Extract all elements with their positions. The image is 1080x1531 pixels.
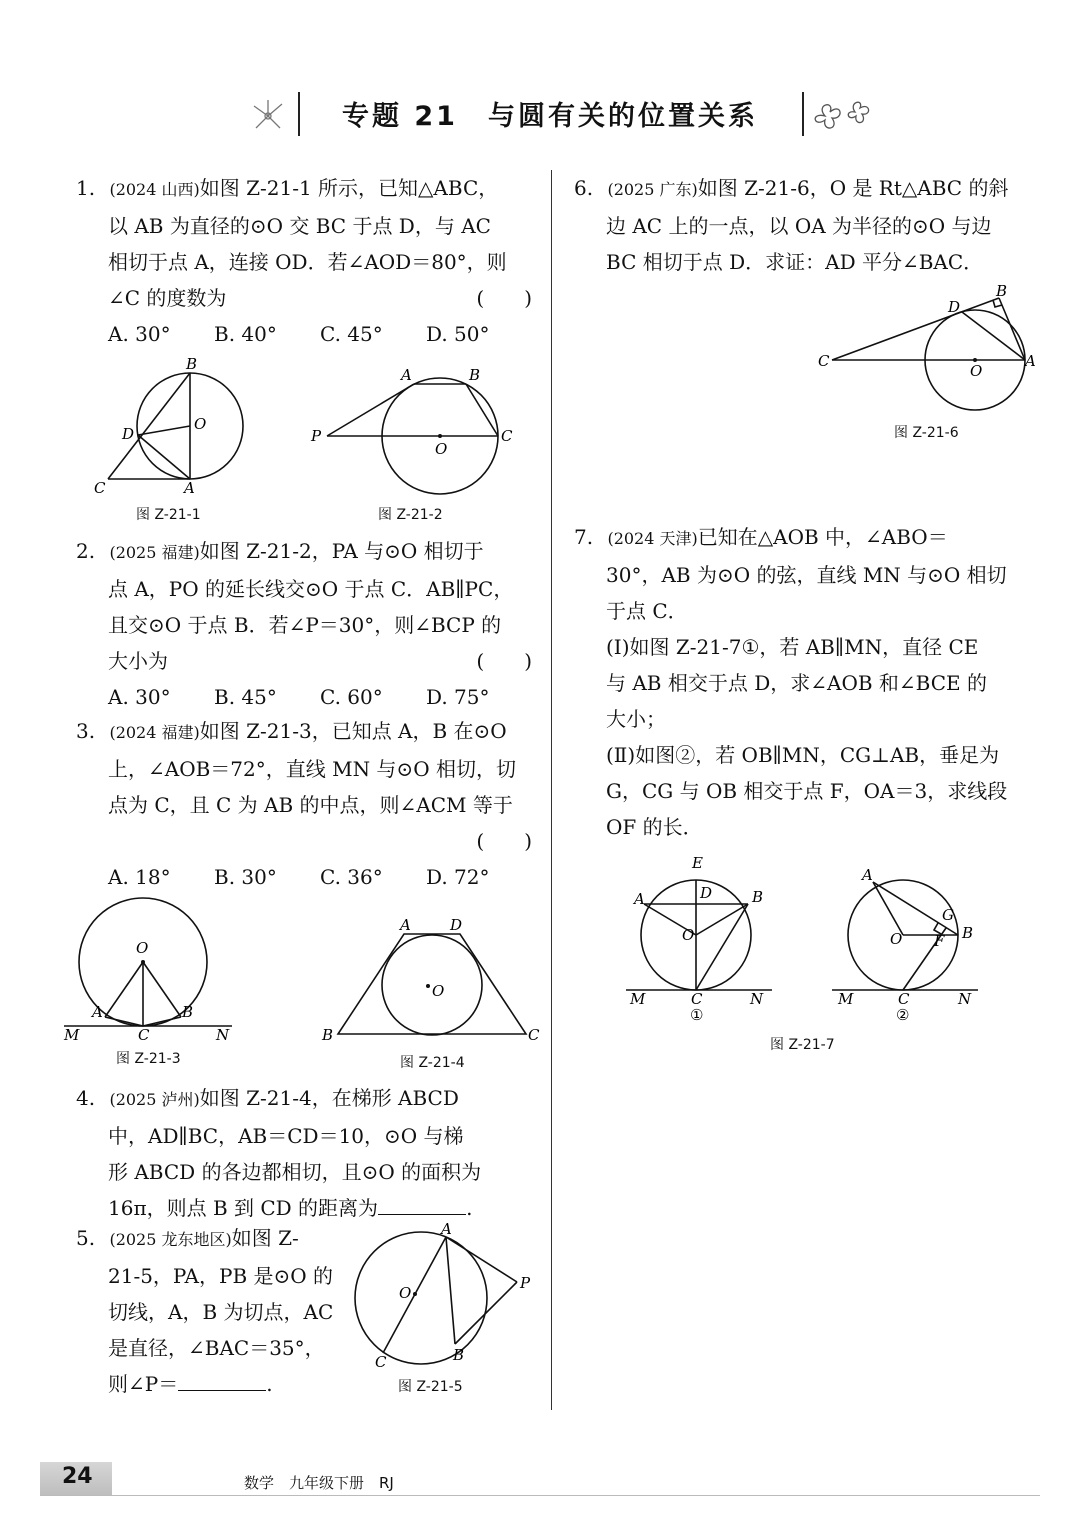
figure-label: C — [528, 1026, 540, 1044]
figure-label: A — [92, 1003, 103, 1021]
figure-label: B — [996, 282, 1008, 300]
option-a: A. 30° — [108, 322, 171, 346]
figure-z-21-5 — [345, 1222, 540, 1372]
option-a: A. 30° — [108, 685, 171, 709]
figure-label: C — [818, 352, 830, 370]
option-b: B. 30° — [214, 865, 277, 889]
question-line: 则∠P＝ — [108, 1372, 179, 1396]
question-line: (Ⅰ)如图 Z-21-7①，若 AB∥MN，直径 CE — [606, 635, 979, 659]
question-line: 上，∠AOB＝72°，直线 MN 与⊙O 相切，切 — [108, 757, 516, 781]
question-line: 如图 Z-21-1 所示，已知△ABC， — [199, 176, 499, 200]
figure-label: M — [838, 990, 854, 1008]
figure-label: P — [311, 427, 322, 445]
question-line: BC 相切于点 D．求证：AD 平分∠BAC． — [606, 250, 984, 274]
figure-label: A — [184, 479, 195, 497]
question-source: (2024 山西) — [109, 180, 200, 199]
figure-label: N — [216, 1026, 230, 1044]
option-a: A. 18° — [108, 865, 171, 889]
figure-caption: 图 Z-21-3 — [116, 1051, 181, 1067]
figure-label: O — [432, 982, 445, 1000]
question-line: (Ⅱ)如图②，若 OB∥MN，CG⊥AB，垂足为 — [606, 743, 1000, 767]
question-line: 与 AB 相交于点 D，求∠AOB 和∠BCE 的 — [606, 671, 987, 695]
figure-label: E — [692, 854, 703, 872]
question-line: 中，AD∥BC，AB＝CD＝10，⊙O 与梯 — [108, 1124, 464, 1148]
question-line: 形 ABCD 的各边都相切，且⊙O 的面积为 — [108, 1160, 482, 1184]
question-line: 点为 C，且 C 为 AB 的中点，则∠ACM 等于 — [108, 793, 513, 817]
figure-z-21-7-1 — [622, 852, 792, 1024]
answer-blank[interactable] — [378, 1192, 466, 1215]
column-divider — [551, 170, 552, 1410]
figure-label: A — [1025, 352, 1036, 370]
answer-blank[interactable] — [178, 1368, 266, 1391]
page-title: 专题 21 与圆有关的位置关系 — [342, 101, 758, 132]
figure-label: B — [752, 888, 764, 906]
question-line: 大小为 — [108, 649, 168, 673]
figure-label: C — [898, 990, 910, 1008]
figure-label: C — [501, 427, 513, 445]
header-right-bar — [802, 92, 804, 136]
question-line: 于点 C． — [606, 599, 688, 623]
question-number: 1. — [76, 176, 96, 200]
figure-label: A — [862, 866, 873, 884]
question-line: ∠C 的度数为 — [108, 286, 227, 310]
figure-z-21-2 — [305, 362, 525, 502]
question-6 — [574, 170, 1034, 280]
question-source: (2024 天津) — [607, 529, 698, 548]
question-line: 如图 Z-21-6，O 是 Rt△ABC 的斜 — [697, 176, 1009, 200]
figure-label: C — [691, 990, 703, 1008]
question-source: (2025 广东) — [607, 180, 698, 199]
footer-book-info: 数学 九年级下册 RJ — [244, 1474, 394, 1492]
figure-label: B — [182, 1003, 194, 1021]
figure-z-21-6 — [812, 280, 1040, 415]
figure-label: O — [136, 939, 149, 957]
question-line: 相切于点 A，连接 OD．若∠AOD＝80°，则 — [108, 250, 507, 274]
question-line: 21-5，PA，PB 是⊙O 的 — [108, 1264, 334, 1288]
question-number: 5. — [76, 1226, 96, 1250]
question-number: 6. — [574, 176, 594, 200]
question-source: (2025 龙东地区) — [109, 1230, 232, 1249]
figure-label: ② — [896, 1006, 910, 1024]
figure-label: ① — [690, 1006, 704, 1024]
figure-caption: 图 Z-21-7 — [770, 1037, 835, 1053]
question-line: 且交⊙O 于点 B．若∠P＝30°，则∠BCP 的 — [108, 613, 502, 637]
question-line: G，CG 与 OB 相交于点 F，OA＝3，求线段 — [606, 779, 1008, 803]
figure-z-21-4 — [318, 912, 548, 1048]
question-7 — [574, 519, 1034, 845]
figure-label: B — [962, 924, 974, 942]
figure-label: A — [441, 1222, 452, 1238]
figure-label: C — [94, 479, 106, 497]
question-number: 7. — [574, 525, 594, 549]
question-source: (2024 福建) — [109, 723, 200, 742]
figure-caption: 图 Z-21-6 — [894, 425, 959, 441]
question-line: 切线，A，B 为切点，AC — [108, 1300, 334, 1324]
figure-label: C — [138, 1026, 150, 1044]
option-b: B. 40° — [214, 322, 277, 346]
option-d: D. 72° — [426, 865, 490, 889]
option-c: C. 36° — [320, 865, 383, 889]
option-b: B. 45° — [214, 685, 277, 709]
figure-label: A — [401, 366, 412, 384]
figure-label: O — [890, 930, 903, 948]
question-line: 以 AB 为直径的⊙O 交 BC 于点 D，与 AC — [108, 214, 491, 238]
question-number: 2. — [76, 539, 96, 563]
figure-label: N — [958, 990, 972, 1008]
question-line: 如图 Z-21-4，在梯形 ABCD — [199, 1086, 459, 1110]
figure-label: D — [450, 916, 463, 934]
figure-label: C — [375, 1353, 387, 1371]
figure-label: D — [948, 298, 961, 316]
question-3 — [76, 713, 532, 895]
answer-paren: ( ) — [476, 829, 532, 853]
figure-label: B — [453, 1346, 465, 1364]
question-source: (2025 福建) — [109, 543, 200, 562]
page-header — [240, 88, 880, 148]
figure-label: O — [970, 362, 983, 380]
question-line: 点 A，PO 的延长线交⊙O 于点 C．AB∥PC， — [108, 577, 514, 601]
flower-ornament-icon — [810, 94, 880, 138]
figure-label: O — [682, 926, 695, 944]
figure-caption: 图 Z-21-2 — [378, 507, 443, 523]
figure-label: G — [942, 906, 954, 924]
question-line: 边 AC 上的一点，以 OA 为半径的⊙O 与边 — [606, 214, 992, 238]
figure-z-21-7-2 — [828, 860, 1008, 1024]
footer-divider — [40, 1495, 1040, 1496]
answer-paren: ( ) — [476, 286, 532, 310]
figure-label: B — [469, 366, 481, 384]
question-line: . — [266, 1372, 273, 1396]
figure-label: D — [700, 884, 713, 902]
figure-label: A — [634, 890, 645, 908]
figure-label: F — [934, 932, 945, 950]
figure-label: O — [399, 1284, 412, 1302]
figure-label: N — [750, 990, 764, 1008]
figure-label: D — [122, 425, 135, 443]
figure-label: M — [64, 1026, 80, 1044]
option-d: D. 50° — [426, 322, 490, 346]
question-line: . — [466, 1196, 473, 1220]
question-line: 如图 Z- — [231, 1226, 299, 1250]
figure-label: O — [194, 415, 207, 433]
option-c: C. 45° — [320, 322, 383, 346]
question-2 — [76, 533, 532, 715]
figure-label: M — [630, 990, 646, 1008]
question-line: 大小； — [606, 707, 666, 731]
question-line: 30°，AB 为⊙O 的弦，直线 MN 与⊙O 相切 — [606, 563, 1007, 587]
question-5 — [76, 1220, 346, 1402]
question-1 — [76, 170, 532, 352]
question-number: 3. — [76, 719, 96, 743]
figure-z-21-1 — [90, 355, 260, 500]
figure-label: B — [186, 355, 198, 373]
figure-caption: 图 Z-21-4 — [400, 1055, 465, 1071]
question-line: 如图 Z-21-2，PA 与⊙O 相切于 — [199, 539, 484, 563]
question-number: 4. — [76, 1086, 96, 1110]
page-number: 24 — [62, 1464, 93, 1489]
flower-ornament-icon — [248, 98, 288, 134]
question-line: 是直径，∠BAC＝35°， — [108, 1336, 325, 1360]
figure-z-21-3 — [60, 895, 240, 1045]
question-line: 16π，则点 B 到 CD 的距离为 — [108, 1196, 379, 1220]
option-d: D. 75° — [426, 685, 490, 709]
question-line: 如图 Z-21-3，已知点 A，B 在⊙O — [199, 719, 507, 743]
question-line: OF 的长． — [606, 815, 703, 839]
question-source: (2025 泸州) — [109, 1090, 200, 1109]
figure-label: A — [400, 916, 411, 934]
figure-label: P — [520, 1274, 531, 1292]
question-line: 已知在△AOB 中，∠ABO＝ — [697, 525, 948, 549]
question-4 — [76, 1080, 532, 1226]
figure-label: O — [435, 440, 448, 458]
answer-paren: ( ) — [476, 649, 532, 673]
option-c: C. 60° — [320, 685, 383, 709]
figure-caption: 图 Z-21-5 — [398, 1379, 463, 1395]
figure-caption: 图 Z-21-1 — [136, 507, 201, 523]
figure-label: B — [322, 1026, 334, 1044]
